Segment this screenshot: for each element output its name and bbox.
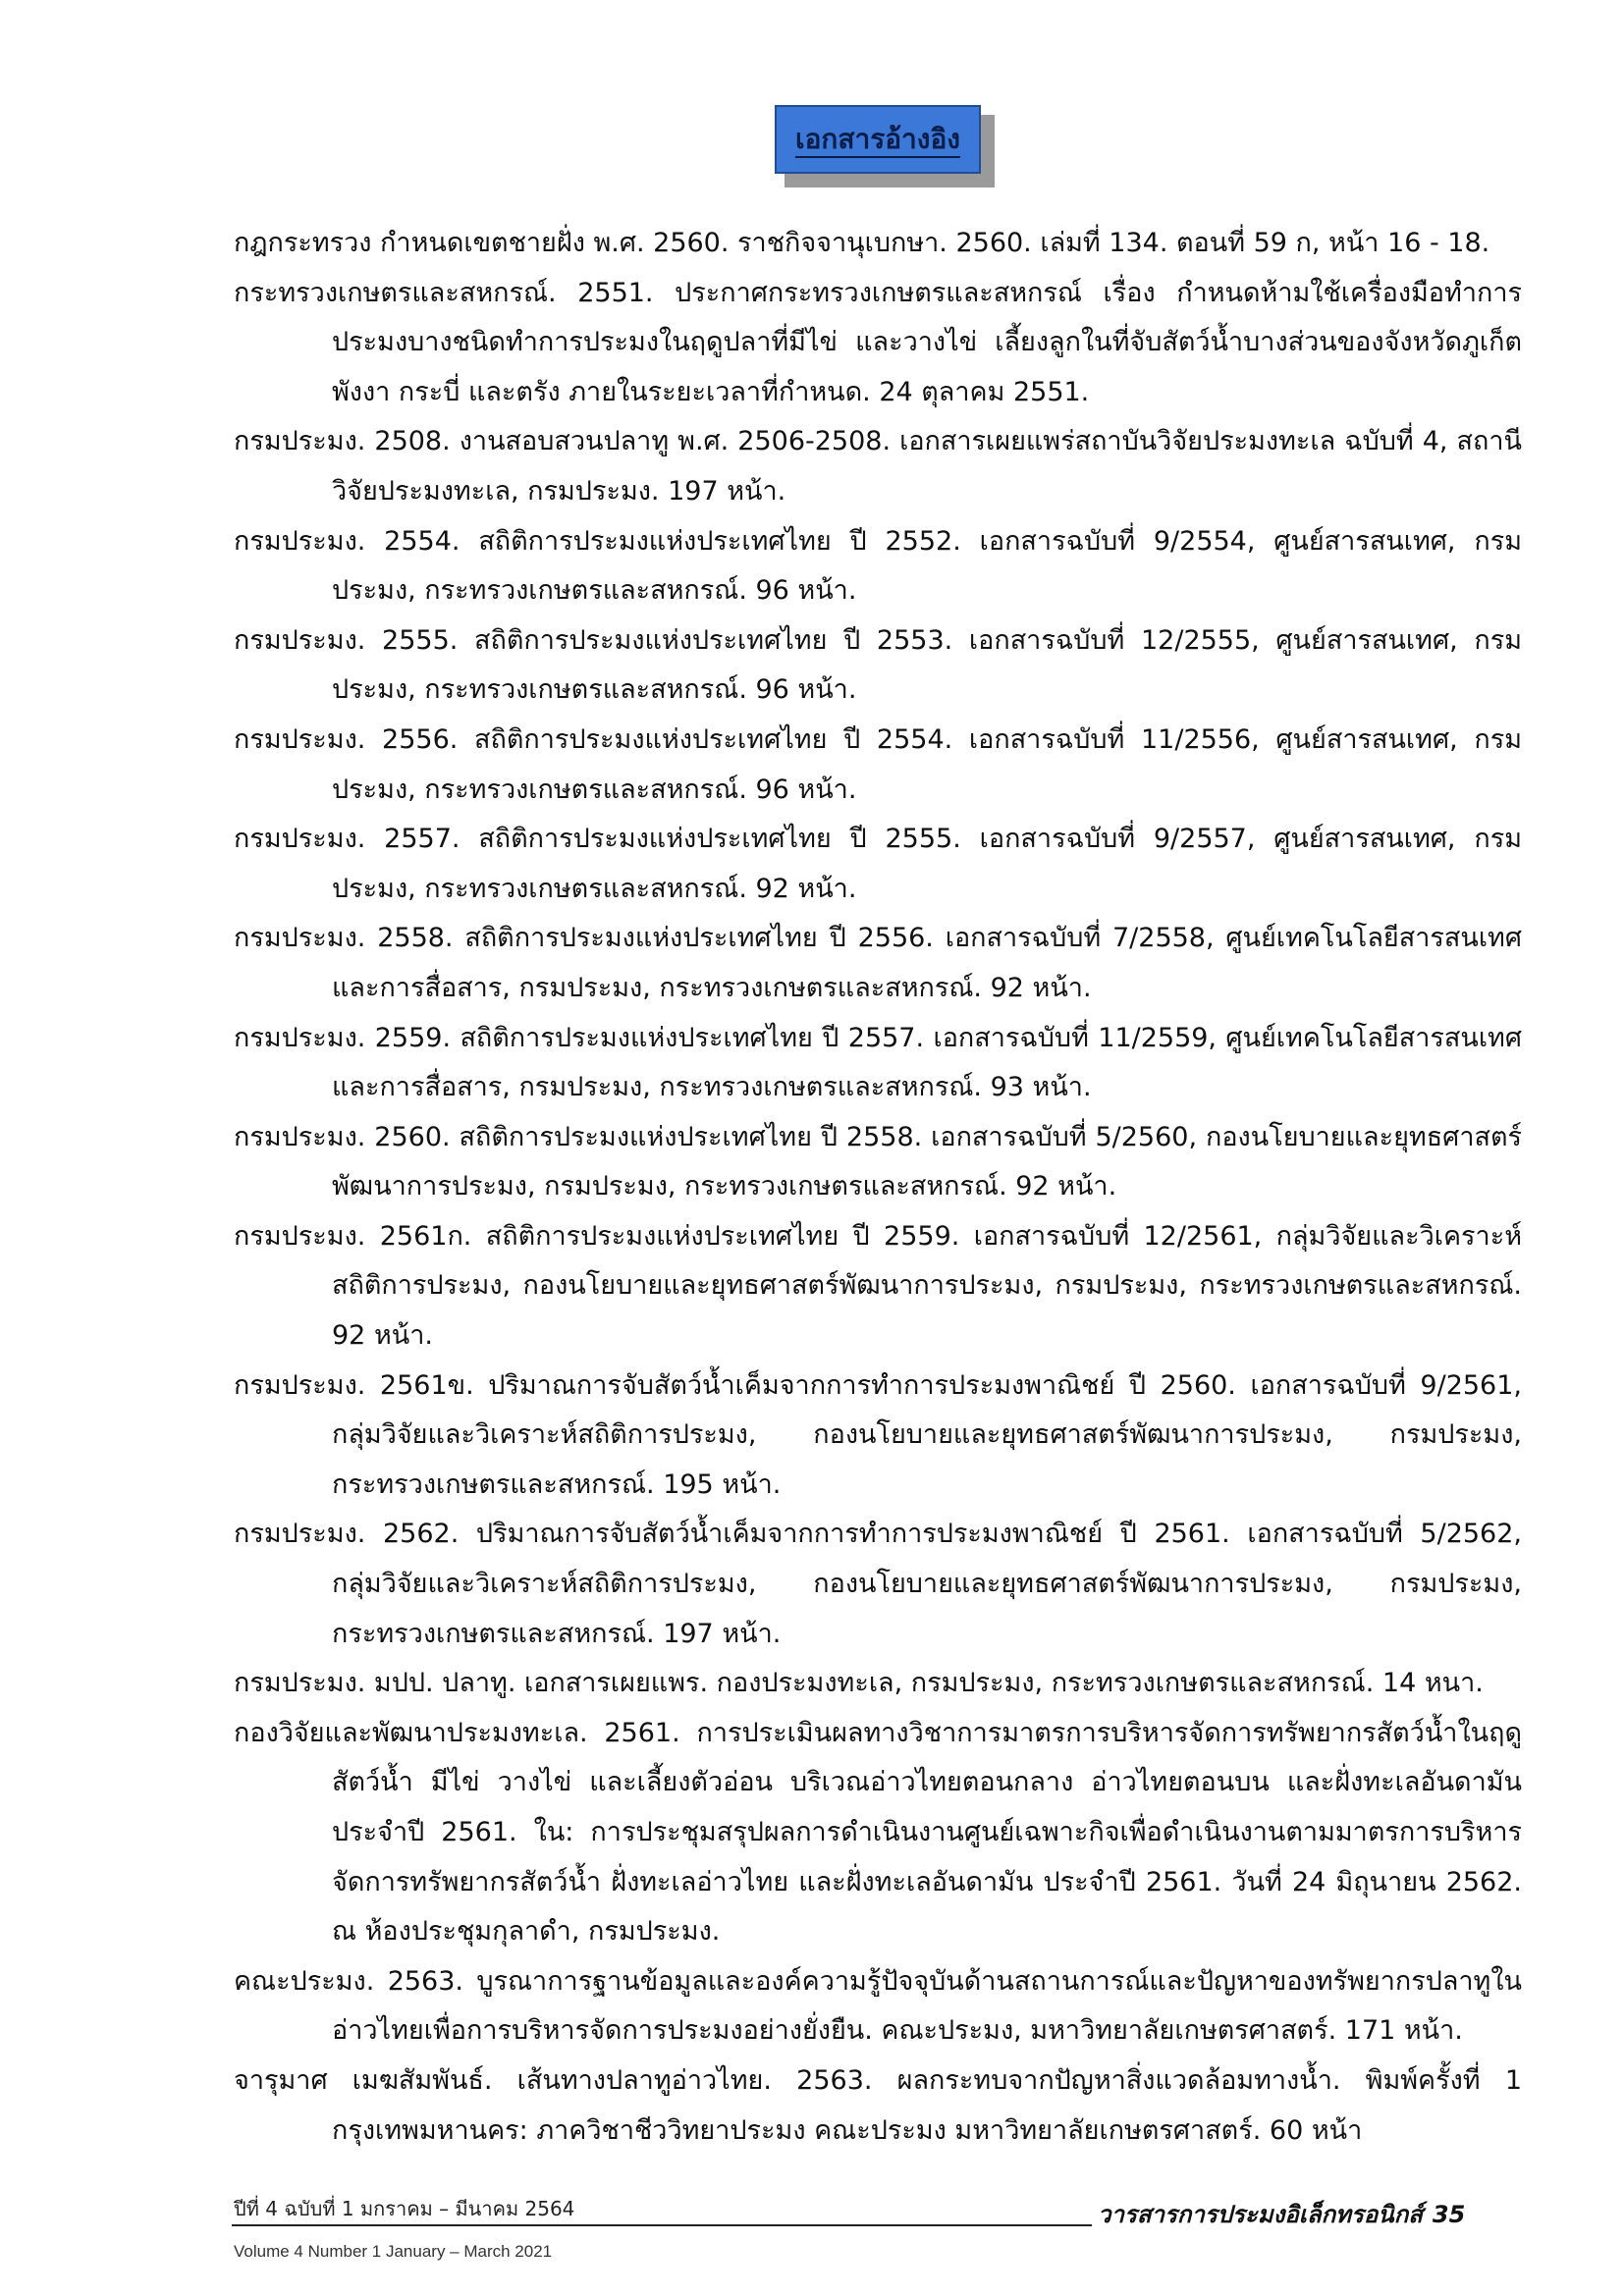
reference-item: กรมประมง. 2559. สถิติการประมงแห่งประเทศไทย ปี 2557. เอกสารฉบับที่ 11/2559, ศูนย์เทคโนโลยีสารสนเทศและการสื่อสาร, กรมประมง, กระทรวงเกษตรและสหกรณ์. 93 หน้า. <box>234 1022 1522 1103</box>
footer-issue: ปีที่ 4 ฉบับที่ 1 มกราคม – มีนาคม 2564 <box>234 2197 575 2220</box>
footer-divider <box>232 2224 1092 2226</box>
footer-journal <box>1098 2195 1465 2233</box>
footer-volume: Volume 4 Number 1 January – March 2021 <box>234 2242 553 2261</box>
reference-item: กรมประมง. มปป. ปลาทู. เอกสารเผยแพร. กองประมงทะเล, กรมประมง, กระทรวงเกษตรและสหกรณ์. 14 หนา. <box>234 1668 1484 1699</box>
reference-item: กรมประมง. 2561ข. ปริมาณการจับสัตว์น้ำเค็มจากการทำการประมงพาณิชย์ ปี 2560. เอกสารฉบับที่ 9/2561, กลุ่มวิจัยและวิเคราะห์สถิติการประมง, กองนโยบายและยุทธศาสตร์พัฒนาการประมง, กรมประมง, กระทรวงเกษตรและสหกรณ์. 195 หน้า. <box>234 1369 1522 1500</box>
reference-item: กฎกระทรวง กำหนดเขตชายฝั่ง พ.ศ. 2560. ราชกิจจานุเบกษา. 2560. เล่มที่ 134. ตอนที่ 59 ก, หน้า 16 - 18. <box>234 228 1490 258</box>
reference-item: กรมประมง. 2562. ปริมาณการจับสัตว์น้ำเค็มจากการทำการประมงพาณิชย์ ปี 2561. เอกสารฉบับที่ 5/2562, กลุ่มวิจัยและวิเคราะห์สถิติการประมง, กองนโยบายและยุทธศาสตร์พัฒนาการประมง, กรมประมง, กระทรวงเกษตรและสหกรณ์. 197 หน้า. <box>234 1519 1522 1649</box>
reference-list <box>234 219 1522 2156</box>
reference-item: กรมประมง. 2561ก. สถิติการประมงแห่งประเทศไทย ปี 2559. เอกสารฉบับที่ 12/2561, กลุ่มวิจัยและวิเคราะห์สถิติการประมง, กองนโยบายและยุทธศาสตร์พัฒนาการประมง, กรมประมง, กระทรวงเกษตรและสหกรณ์. 92 หน้า. <box>234 1220 1522 1352</box>
reference-item: กรมประมง. 2557. สถิติการประมงแห่งประเทศไทย ปี 2555. เอกสารฉบับที่ 9/2557, ศูนย์สารสนเทศ, กรมประมง, กระทรวงเกษตรและสหกรณ์. 92 หน้า. <box>234 824 1522 904</box>
reference-item: กรมประมง. 2560. สถิติการประมงแห่งประเทศไทย ปี 2558. เอกสารฉบับที่ 5/2560, กองนโยบายและยุทธศาสตร์พัฒนาการประมง, กรมประมง, กระทรวงเกษตรและสหกรณ์. 92 หน้า. <box>234 1121 1522 1202</box>
title-box <box>775 105 981 174</box>
reference-item: กรมประมง. 2508. งานสอบสวนปลาทู พ.ศ. 2506-2508. เอกสารเผยแพร่สถาบันวิจัยประมงทะเล ฉบับที่ 4, สถานีวิจัยประมงทะเล, กรมประมง. 197 หน้า. <box>234 426 1522 507</box>
page-title: เอกสารอ้างอิง <box>795 122 960 158</box>
reference-item: กรมประมง. 2555. สถิติการประมงแห่งประเทศไทย ปี 2553. เอกสารฉบับที่ 12/2555, ศูนย์สารสนเทศ, กรมประมง, กระทรวงเกษตรและสหกรณ์. 96 หน้า. <box>234 624 1522 706</box>
reference-item: กรมประมง. 2554. สถิติการประมงแห่งประเทศไทย ปี 2552. เอกสารฉบับที่ 9/2554, ศูนย์สารสนเทศ, กรมประมง, กระทรวงเกษตรและสหกรณ์. 96 หน้า. <box>234 525 1522 607</box>
reference-item: กรมประมง. 2556. สถิติการประมงแห่งประเทศไทย ปี 2554. เอกสารฉบับที่ 11/2556, ศูนย์สารสนเทศ, กรมประมง, กระทรวงเกษตรและสหกรณ์. 96 หน้า. <box>234 723 1522 805</box>
reference-item: จารุมาศ เมฆสัมพันธ์. เส้นทางปลาทูอ่าวไทย. 2563. ผลกระทบจากปัญหาสิ่งแวดล้อมทางน้ำ. พิมพ์ครั้งที่ 1 กรุงเทพมหานคร: ภาควิชาชีววิทยาประมง คณะประมง มหาวิทยาลัยเกษตรศาสตร์. 60 หน้า <box>234 2064 1522 2146</box>
reference-item: กระทรวงเกษตรและสหกรณ์. 2551. ประกาศกระทรวงเกษตรและสหกรณ์ เรื่อง กำหนดห้ามใช้เครื่องมือทำการประมงบางชนิดทำการประมงในฤดูปลาที่มีไข่ และวางไข่ เลี้ยงลูกในที่จับสัตว์น้ำบางส่วนของจังหวัดภูเก็ต พังงา กระบี่ และตรัง ภายในระยะเวลาที่กำหนด. 24 ตุลาคม 2551. <box>234 277 1522 407</box>
page-number: 35 <box>1432 2201 1466 2228</box>
reference-item: กองวิจัยและพัฒนาประมงทะเล. 2561. การประเมินผลทางวิชาการมาตรการบริหารจัดการทรัพยากรสัตว์น้ำในฤดูสัตว์น้ำ มีไข่ วางไข่ และเลี้ยงตัวอ่อน บริเวณอ่าวไทยตอนกลาง อ่าวไทยตอนบน และฝั่งทะเลอันดามัน ประจำปี 2561. ใน: การประชุมสรุปผลการดำเนินงานศูนย์เฉพาะกิจเพื่อดำเนินงานตามมาตรการบริหารจัดการทรัพยากรสัตว์น้ำ ฝั่งทะเลอ่าวไทย และฝั่งทะเลอันดามัน ประจำปี 2561. วันที่ 24 มิถุนายน 2562. ณ ห้องประชุมกุลาดำ, กรมประมง. <box>234 1717 1522 1948</box>
reference-item: คณะประมง. 2563. บูรณาการฐานข้อมูลและองค์ความรู้ปัจจุบันด้านสถานการณ์และปัญหาของทรัพยากรปลาทูในอ่าวไทยเพื่อการบริหารจัดการประมงอย่างยั่งยืน. คณะประมง, มหาวิทยาลัยเกษตรศาสตร์. 171 หน้า. <box>234 1965 1522 2047</box>
journal-name: วารสารการประมงอิเล็กทรอนิกส์ <box>1098 2201 1423 2228</box>
reference-item: กรมประมง. 2558. สถิติการประมงแห่งประเทศไทย ปี 2556. เอกสารฉบับที่ 7/2558, ศูนย์เทคโนโลยีสารสนเทศและการสื่อสาร, กรมประมง, กระทรวงเกษตรและสหกรณ์. 92 หน้า. <box>234 923 1522 1003</box>
